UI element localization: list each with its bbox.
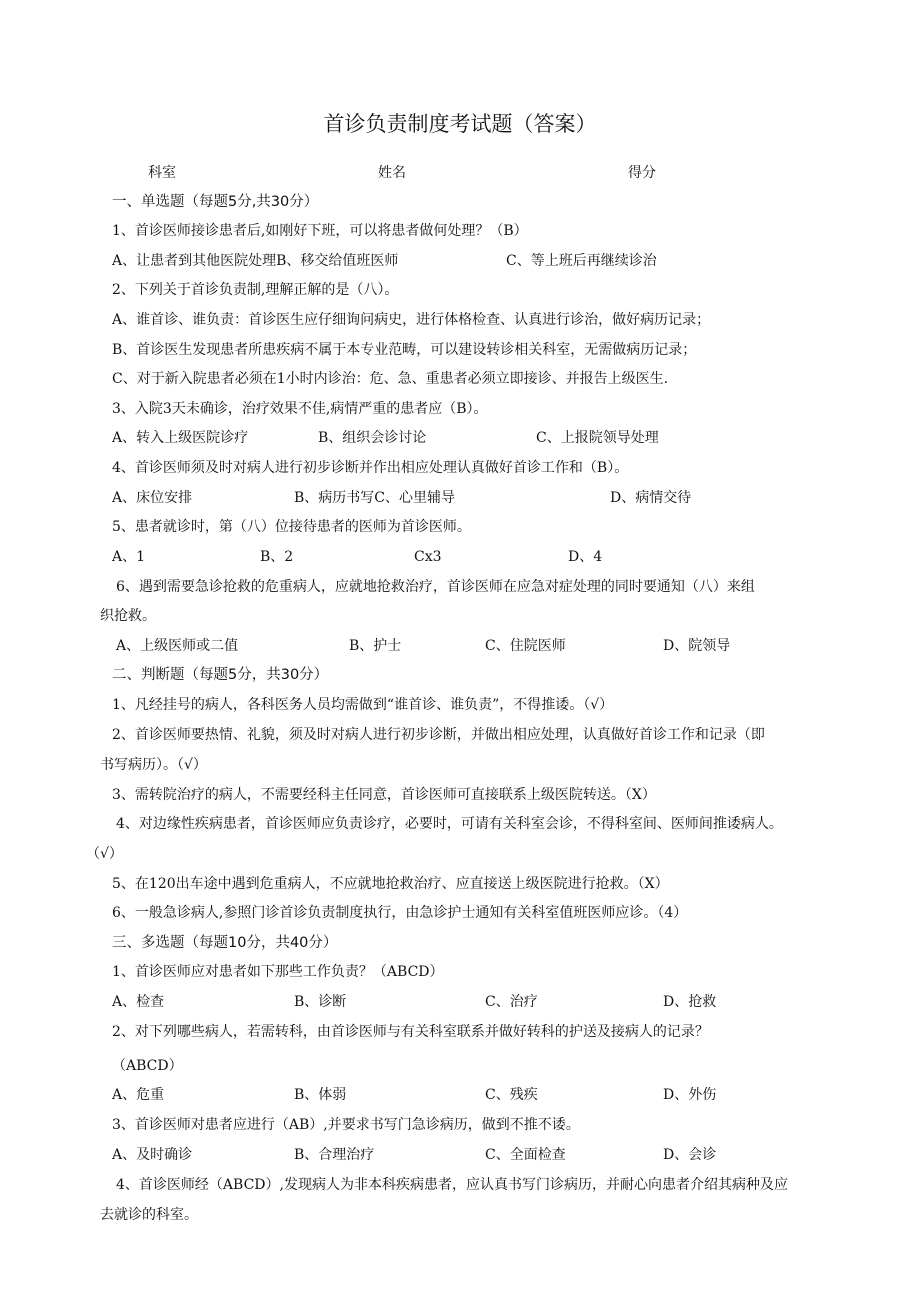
s3-q3-option-c: C、全面检查 xyxy=(485,1147,566,1163)
s1-q1-option-ab: A、让患者到其他医院处理B、移交给值班医师 xyxy=(112,253,399,269)
s3-q4-text-line2: 去就诊的科室。 xyxy=(100,1207,198,1223)
s2-q3-text: 3、需转院治疗的病人，不需要经科主任同意，首诊医师可直接联系上级医院转送。（X） xyxy=(112,787,656,803)
s3-q1-option-a: A、检查 xyxy=(112,994,165,1010)
s3-q4-text-line1: 4、首诊医师经（ABCD）,发现病人为非本科疾病患者，应认真书写门诊病历，并耐心向患者介绍其病种及应 xyxy=(116,1177,788,1193)
s2-q2-text-line2: 书写病历）。（√） xyxy=(100,757,207,773)
s3-q2-option-d: D、外伤 xyxy=(663,1087,717,1103)
s1-q3-text: 3、入院3天未确诊，治疗效果不佳,病情严重的患者应（B）。 xyxy=(112,401,488,417)
s3-q2-answer: （ABCD） xyxy=(112,1058,183,1074)
s2-q4-text-line1: 4、对边缘性疾病患者，首诊医师应负责诊疗，必要时，可请有关科室会诊，不得科室间、医师间推诿病人。 xyxy=(116,816,783,832)
s1-q5-option-b: B、2 xyxy=(260,549,294,565)
s1-q6-option-c: C、住院医师 xyxy=(485,638,566,654)
s2-q2-text-line1: 2、首诊医师要热情、礼貌，须及时对病人进行初步诊断，并做出相应处理，认真做好首诊工作和记录（即 xyxy=(112,727,765,743)
s3-q1-option-c: C、治疗 xyxy=(485,994,538,1010)
s3-q1-text: 1、首诊医师应对患者如下那些工作负责？（ABCD） xyxy=(112,964,444,980)
s1-q6-text-line2: 织抢救。 xyxy=(100,608,156,624)
s1-q5-text: 5、患者就诊时，第（八）位接待患者的医师为首诊医师。 xyxy=(112,519,471,535)
s1-q6-option-d: D、院领导 xyxy=(663,638,731,654)
s1-q3-option-b: B、组织会诊讨论 xyxy=(318,430,427,446)
s1-q4-text: 4、首诊医师须及时对病人进行初步诊断并作出相应处理认真做好首诊工作和（B）。 xyxy=(112,460,629,476)
s1-q3-option-c: C、上报院领导处理 xyxy=(536,430,659,446)
section-multi-choice-heading: 三、多选题（每题10分，共40分） xyxy=(112,935,338,951)
s1-q2-option-b: B、首诊医生发现患者所患疾病不属于本专业范畴，可以建设转诊相关科室，无需做病历记录； xyxy=(112,342,697,358)
s1-q4-option-bc: B、病历书写C、心里辅导 xyxy=(294,490,455,506)
s1-q4-option-a: A、床位安排 xyxy=(112,490,193,506)
s1-q1-option-c: C、等上班后再继续诊治 xyxy=(506,253,657,269)
page-title: 首诊负责制度考试题（答案） xyxy=(323,112,597,136)
s1-q5-option-c: Cx3 xyxy=(414,549,442,565)
s1-q6-option-b: B、护士 xyxy=(349,638,402,654)
s1-q1-text: 1、首诊医师接诊患者后,如刚好下班，可以将患者做何处理？（B） xyxy=(112,223,528,239)
s3-q2-option-b: B、体弱 xyxy=(294,1087,347,1103)
s2-q4-text-line2: （√） xyxy=(86,846,123,862)
s2-q6-text: 6、一般急诊病人,参照门诊首诊负责制度执行，由急诊护士通知有关科室值班医师应诊。（4） xyxy=(112,905,688,921)
s1-q3-option-a: A、转入上级医院诊疗 xyxy=(112,430,249,446)
s2-q5-text: 5、在120出车途中遇到危重病人，不应就地抢救治疗、应直接送上级医院进行抢救。（X） xyxy=(112,876,669,892)
s3-q2-text: 2、对下列哪些病人，若需转科，由首诊医师与有关科室联系并做好转科的护送及接病人的记录？ xyxy=(112,1024,709,1040)
s1-q6-text-line1: 6、遇到需要急诊抢救的危重病人，应就地抢救治疗，首诊医师在应急对症处理的同时要通知（八）来组 xyxy=(116,579,755,595)
score-label: 得分 xyxy=(628,165,656,181)
s3-q3-option-b: B、合理治疗 xyxy=(294,1147,375,1163)
s1-q2-option-a: A、谁首诊、谁负责：首诊医生应仔细询问病史，进行体格检查、认真进行诊治，做好病历记录； xyxy=(112,312,711,328)
s1-q6-option-a: A、上级医师或二值 xyxy=(116,638,239,654)
s3-q1-option-b: B、诊断 xyxy=(294,994,347,1010)
s3-q1-option-d: D、抢救 xyxy=(663,994,717,1010)
s1-q5-option-a: A、1 xyxy=(112,549,146,565)
s3-q3-text: 3、首诊医师对患者应进行（AB）,并要求书写门急诊病历，做到不推不诿。 xyxy=(112,1117,580,1133)
s1-q2-text: 2、下列关于首诊负责制,理解正解的是（八）。 xyxy=(112,282,399,298)
name-label: 姓名 xyxy=(378,165,406,181)
s2-q1-text: 1、凡经挂号的病人，各科医务人员均需做到“谁首诊、谁负责”，不得推诿。（√） xyxy=(112,697,614,713)
s3-q3-option-a: A、及时确诊 xyxy=(112,1147,193,1163)
section-single-choice-heading: 一、单选题（每题5分,共30分） xyxy=(112,194,319,210)
s3-q3-option-d: D、会诊 xyxy=(663,1147,717,1163)
section-true-false-heading: 二、判断题（每题5分，共30分） xyxy=(112,667,329,683)
s3-q2-option-c: C、残疾 xyxy=(485,1087,538,1103)
s1-q4-option-d: D、病情交待 xyxy=(610,490,692,506)
s1-q2-option-c: C、对于新入院患者必须在1小时内诊治：危、急、重患者必须立即接诊、并报告上级医生. xyxy=(112,371,669,387)
s1-q5-option-d: D、4 xyxy=(568,549,603,565)
s3-q2-option-a: A、危重 xyxy=(112,1087,165,1103)
dept-label: 科室 xyxy=(148,165,176,181)
